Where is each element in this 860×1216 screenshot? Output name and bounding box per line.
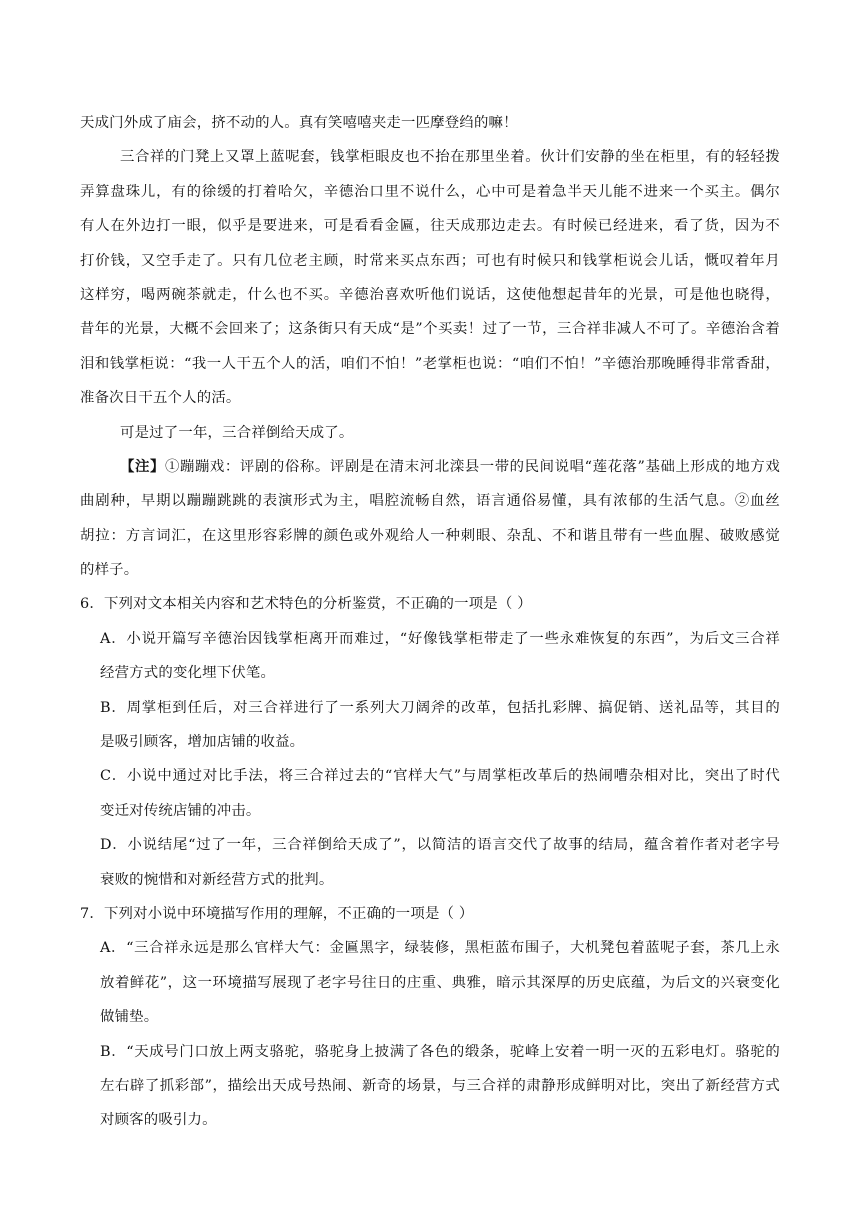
option-line: 是吸引顾客，增加店铺的收益。 (100, 734, 305, 751)
note-mark: 【注】 (120, 457, 165, 475)
passage-line: 弄算盘珠儿，有的徐缓的打着哈欠，辛德治口里不说什么，心中可是着急半天儿能不进来一个买主。偶尔 (80, 183, 780, 200)
passage-line: 天成门外成了庙会，挤不动的人。真有笑嘻嘻夹走一匹摩登绉的嘛！ (80, 115, 518, 131)
option-line: C．小说中通过对比手法，将三合祥过去的“官样大气”与周掌柜改革后的热闹嘈杂相对比，突出了时代 (100, 768, 780, 785)
option-line: D．小说结尾“过了一年，三合祥倒给天成了”，以简洁的语言交代了故事的结局，蕴含着作者对老字号 (100, 837, 780, 854)
note-line: 曲剧种，早期以蹦蹦跳跳的表演形式为主，唱腔流畅自然，语言通俗易懂，具有浓郁的生活气息。②血丝 (80, 493, 780, 510)
passage-line: 这样穷，喝两碗茶就走，什么也不买。辛德治喜欢听他们说话，这使他想起昔年的光景，可是他也晓得， (80, 286, 780, 303)
note-line (80, 450, 780, 484)
option-line: 左右辟了抓彩部”，描绘出天成号热闹、新奇的场景，与三合祥的肃静形成鲜明对比，突出了新经营方式 (100, 1077, 780, 1094)
passage-line: 打价钱，又空手走了。只有几位老主顾，时常来买点东西；可也有时候只和钱掌柜说会儿话，慨叹着年月 (80, 252, 780, 269)
option-line: 经营方式的变化埋下伏笔。 (100, 665, 276, 682)
passage-line: 准备次日干五个人的活。 (80, 390, 241, 407)
option-line: 衰败的惋惜和对新经营方式的批判。 (100, 871, 334, 888)
document-page (80, 106, 780, 1138)
question-stem: 6．下列对文本相关内容和艺术特色的分析鉴赏，不正确的一项是（ ） (80, 596, 532, 613)
option-line: 做铺垫。 (100, 1009, 159, 1026)
option-line: 放着鲜花”，这一环境描写展现了老字号往日的庄重、典雅，暗示其深厚的历史底蕴，为后文的兴衰变化 (100, 974, 780, 991)
passage-line: 昔年的光景，大概不会回来了；这条街只有天成“是”个买卖！过了一节，三合祥非减人不可了。辛德治含着 (80, 321, 780, 338)
note-line: 的样子。 (80, 562, 139, 579)
note-line: 胡拉：方言词汇，在这里形容彩牌的颜色或外观给人一种刺眼、杂乱、不和谐且带有一些血腥、破败感觉 (80, 527, 780, 544)
option-line: B．周掌柜到任后，对三合祥进行了一系列大刀阔斧的改革，包括扎彩牌、搞促销、送礼品等，其目的 (100, 699, 780, 716)
passage-line: 泪和钱掌柜说：“我一人干五个人的活，咱们不怕！”老掌柜也说：“咱们不怕！”辛德治那晚睡得非常香甜， (80, 355, 780, 372)
option-line: B．“天成号门口放上两支骆驼，骆驼身上披满了各色的缎条，驼峰上安着一明一灭的五彩电灯。骆驼的 (100, 1043, 780, 1060)
passage-line: 可是过了一年，三合祥倒给天成了。 (120, 424, 354, 441)
option-line: 变迁对传统店铺的冲击。 (100, 802, 261, 819)
passage-line: 有人在外边打一眼，似乎是要进来，可是看看金匾，往天成那边走去。有时候已经进来，看了货，因为不 (80, 218, 780, 235)
note-text: ①蹦蹦戏：评剧的俗称。评剧是在清末河北滦县一带的民间说唱“莲花落”基础上形成的地方戏 (164, 458, 780, 475)
question-stem: 7．下列对小说中环境描写作用的理解，不正确的一项是（ ） (80, 905, 474, 922)
option-line: A．“三合祥永远是那么官样大气：金匾黑字，绿装修，黑柜蓝布围子，大机凳包着蓝呢子套，茶几上永 (100, 940, 780, 957)
option-line: 对顾客的吸引力。 (100, 1112, 217, 1129)
passage-line: 三合祥的门凳上又罩上蓝呢套，钱掌柜眼皮也不抬在那里坐着。伙计们安静的坐在柜里，有的轻轻拨 (120, 149, 780, 166)
option-line: A．小说开篇写辛德治因钱掌柜离开而难过，“好像钱掌柜带走了一些永难恢复的东西”，为后文三合祥 (100, 630, 780, 647)
